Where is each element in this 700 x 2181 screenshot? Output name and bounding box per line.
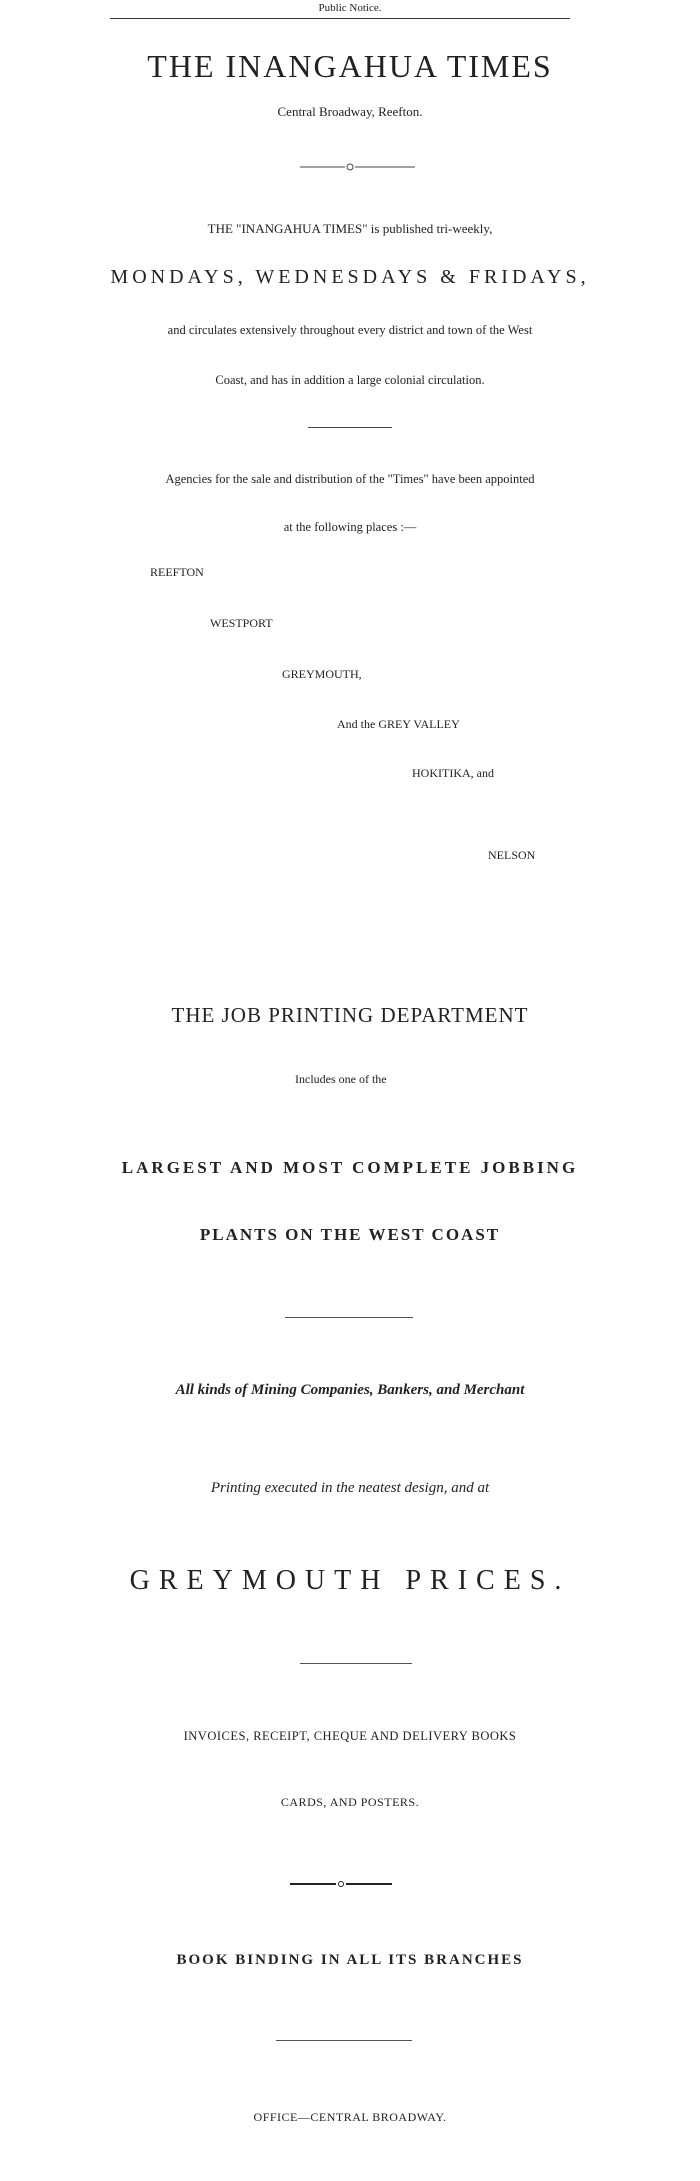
- masthead-address: Central Broadway, Reefton.: [277, 104, 423, 119]
- agencies-intro-2: at the following places :—: [283, 520, 417, 534]
- books-line: INVOICES, RECEIPT, CHEQUE AND DELIVERY BOOKS: [183, 1729, 517, 1743]
- agency-grey-valley: And the GREY VALLEY: [337, 717, 460, 731]
- greymouth-prices: GREYMOUTH PRICES.: [129, 1565, 571, 1596]
- largest-jobbing-line: LARGEST AND MOST COMPLETE JOBBING: [121, 1158, 579, 1177]
- job-printing-heading: THE JOB PRINTING DEPARTMENT: [171, 1003, 529, 1027]
- agency-nelson: NELSON: [488, 848, 536, 862]
- publication-line-3: and circulates extensively throughout every district and town of the West: [167, 323, 533, 337]
- book-binding-line: BOOK BINDING IN ALL ITS BRANCHES: [176, 1952, 524, 1968]
- agency-greymouth: GREYMOUTH,: [282, 667, 362, 681]
- agency-reefton: REEFTON: [150, 565, 204, 579]
- publication-line-4: Coast, and has in addition a large colonial circulation.: [215, 373, 485, 387]
- plants-west-coast-line: PLANTS ON THE WEST COAST: [199, 1225, 501, 1244]
- mining-companies-line: All kinds of Mining Companies, Bankers, and Merchant: [175, 1382, 525, 1398]
- agency-hokitika: HOKITIKA, and: [412, 766, 494, 780]
- ornament-divider-2: [0, 1877, 700, 1891]
- job-printing-includes: Includes one of the: [295, 1072, 387, 1086]
- short-divider-2: [285, 1317, 413, 1318]
- printing-executed-line: Printing executed in the neatest design, and at: [210, 1480, 490, 1496]
- masthead-title: THE INANGAHUA TIMES: [147, 48, 553, 84]
- cards-posters-line: CARDS, AND POSTERS.: [280, 1795, 420, 1809]
- ornament-divider: [0, 160, 700, 174]
- short-divider-1: [308, 427, 392, 428]
- public-notice-header: Public Notice.: [318, 2, 382, 14]
- agency-westport: WESTPORT: [210, 616, 273, 630]
- short-divider-3: [300, 1663, 412, 1664]
- header-rule: [110, 18, 570, 19]
- office-line: OFFICE—CENTRAL BROADWAY.: [253, 2110, 447, 2124]
- short-divider-4: [276, 2040, 412, 2041]
- agencies-intro-1: Agencies for the sale and distribution of the "Times" have been appointed: [165, 472, 535, 486]
- publication-line-1: THE "INANGAHUA TIMES" is published tri-weekly,: [207, 221, 493, 236]
- publication-days: MONDAYS, WEDNESDAYS & FRIDAYS,: [110, 266, 590, 288]
